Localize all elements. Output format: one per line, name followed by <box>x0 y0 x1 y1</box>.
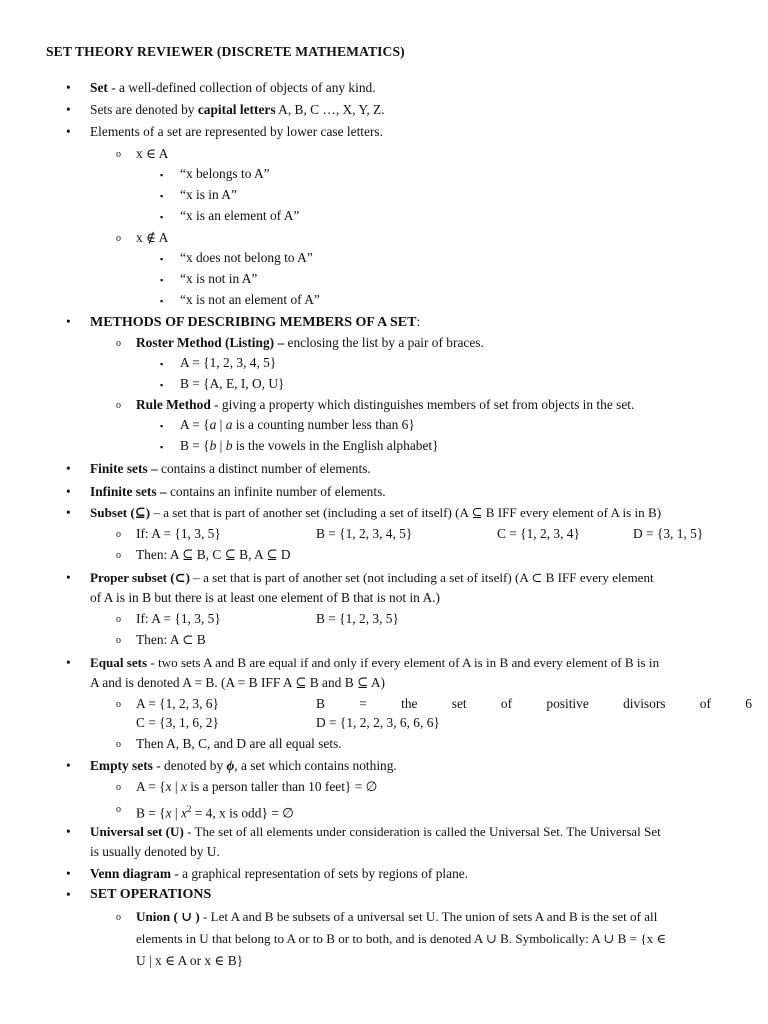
variable: x <box>180 779 187 794</box>
definition: - giving a property which distinguishes members of set from objects in the set. <box>210 397 635 412</box>
proper-example-A: If: A = {1, 3, 5} <box>136 611 221 626</box>
square-marker: ▪ <box>160 275 164 285</box>
term: Rule Method <box>136 397 211 412</box>
equal-example-A: A = {1, 2, 3, 6} <box>136 696 219 711</box>
variable: x <box>180 805 187 821</box>
text: B = { <box>180 438 210 453</box>
bullet-marker: • <box>66 484 71 499</box>
text: is the vowels in the English alphabet} <box>232 438 439 453</box>
square-marker: ▪ <box>160 380 164 390</box>
word: set <box>451 696 467 711</box>
sublist-item <box>136 799 294 823</box>
ring-marker: o <box>116 912 121 923</box>
subset-example-D: D = {3, 1, 5} <box>633 526 704 541</box>
text: A = { <box>180 417 210 432</box>
subsub-item: “x is not in A” <box>180 271 258 286</box>
list-item-venn <box>90 864 468 884</box>
term: Empty sets <box>90 758 153 773</box>
ring-marker: o <box>116 149 121 160</box>
subset-example-C: C = {1, 2, 3, 4} <box>497 526 580 541</box>
list-item-denoted <box>90 100 385 120</box>
list-item-infinite <box>90 482 386 502</box>
ring-marker: o <box>116 635 121 646</box>
ring-marker: o <box>116 699 121 710</box>
list-item-set <box>90 78 376 98</box>
term: Subset (⊆) <box>90 505 151 520</box>
subset-example-B: B = {1, 2, 3, 4, 5} <box>316 526 413 541</box>
sublist-item: Then A, B, C, and D are all equal sets. <box>136 736 342 751</box>
bullet-marker: • <box>66 824 71 839</box>
text: , a set which contains nothing. <box>234 758 397 773</box>
continuation-line: is usually denoted by U. <box>90 844 220 859</box>
list-item-methods <box>90 312 420 333</box>
text: | <box>171 805 181 821</box>
text: = 4, x is odd} = ∅ <box>191 805 294 821</box>
sublist-item: Then: A ⊆ B, C ⊆ B, A ⊆ D <box>136 547 291 562</box>
continuation-line: of A is in B but there is at least one element of B that is not in A.) <box>90 590 440 605</box>
list-item-elements: Elements of a set are represented by lower case letters. <box>90 124 383 139</box>
bullet-marker: • <box>66 505 71 520</box>
text: A, B, C …, X, Y, Z. <box>275 102 385 117</box>
text: | <box>216 417 226 432</box>
list-item-universal-set <box>90 822 661 842</box>
ring-marker: o <box>116 233 121 244</box>
term: Universal set (U) <box>90 824 184 839</box>
subsub-item: “x does not belong to A” <box>180 250 313 265</box>
term: Venn diagram <box>90 866 171 881</box>
sublist-item <box>136 777 377 797</box>
square-marker: ▪ <box>160 212 164 222</box>
square-marker: ▪ <box>160 191 164 201</box>
equal-example-B <box>316 694 752 714</box>
square-marker: ▪ <box>160 442 164 452</box>
variable: x <box>165 805 172 821</box>
text: A = { <box>136 779 166 794</box>
sublist-item: Then: A ⊂ B <box>136 632 206 647</box>
term: Roster Method (Listing) – <box>136 335 285 350</box>
subsub-item: “x is an element of A” <box>180 208 300 223</box>
term: Union ( ∪ ) <box>136 909 200 924</box>
term: Infinite sets – <box>90 484 167 499</box>
sublist-item-roster <box>136 333 484 353</box>
variable: a <box>225 417 233 432</box>
ring-marker: o <box>116 739 121 750</box>
term: capital letters <box>197 102 276 117</box>
continuation-line: elements in U that belong to A or to B or to both, and is denoted A ∪ B. Symbolically: A ∪ B = {x ∈ <box>136 931 667 946</box>
term: Finite sets – <box>90 461 158 476</box>
proper-example-B: B = {1, 2, 3, 5} <box>316 611 399 626</box>
bullet-marker: • <box>66 758 71 773</box>
bullet-marker: • <box>66 570 71 585</box>
text: : <box>416 314 421 329</box>
list-item-equal-sets <box>90 653 659 673</box>
subset-example-A: If: A = {1, 3, 5} <box>136 526 221 541</box>
bullet-marker: • <box>66 655 71 670</box>
definition: - a graphical representation of sets by regions of plane. <box>170 866 469 881</box>
sublist-item-rule <box>136 395 634 415</box>
ring-marker: o <box>116 804 121 815</box>
square-marker: ▪ <box>160 421 164 431</box>
bullet-marker: • <box>66 80 71 95</box>
list-item-subset <box>90 503 661 523</box>
subsub-item: B = {A, E, I, O, U} <box>180 376 285 391</box>
ring-marker: o <box>116 400 121 411</box>
ring-marker: o <box>116 782 121 793</box>
definition: - a well-defined collection of objects of any kind. <box>107 80 376 95</box>
variable: b <box>225 438 233 453</box>
bullet-marker: • <box>66 866 71 881</box>
ring-marker: o <box>116 529 121 540</box>
phi-symbol: ϕ <box>226 758 235 773</box>
word: B <box>316 696 325 711</box>
square-marker: ▪ <box>160 296 164 306</box>
bullet-marker: • <box>66 887 71 902</box>
text: is a counting number less than 6} <box>232 417 415 432</box>
subsub-item: “x belongs to A” <box>180 166 270 181</box>
word: positive <box>546 696 589 711</box>
subsub-item: “x is in A” <box>180 187 237 202</box>
exponent: 2 <box>186 804 192 814</box>
subsub-item: “x is not an element of A” <box>180 292 320 307</box>
definition: contains an infinite number of elements. <box>166 484 386 499</box>
list-item-finite <box>90 459 371 479</box>
ring-marker: o <box>116 338 121 349</box>
subsub-item <box>180 415 415 435</box>
text: Sets are denoted by <box>90 102 198 117</box>
definition: - two sets A and B are equal if and only if every element of A is in B and every element of B is in <box>147 655 660 670</box>
text: - denoted by <box>152 758 227 773</box>
bullet-marker: • <box>66 314 71 329</box>
definition: – a set that is part of another set (including a set of itself) (A ⊆ B IFF every element of A is in B) <box>150 505 662 520</box>
text: is a person taller than 10 feet} = ∅ <box>186 779 378 794</box>
equal-example-C: C = {3, 1, 6, 2} <box>136 715 219 730</box>
text: | <box>216 438 226 453</box>
variable: b <box>209 438 217 453</box>
square-marker: ▪ <box>160 170 164 180</box>
text: | <box>171 779 181 794</box>
list-item-proper-subset <box>90 568 654 588</box>
definition: contains a distinct number of elements. <box>157 461 371 476</box>
variable: x <box>165 779 172 794</box>
list-item-set-operations: SET OPERATIONS <box>90 887 212 902</box>
word: = <box>359 696 367 711</box>
definition: - Let A and B be subsets of a universal set U. The union of sets A and B is the set of all <box>199 909 658 924</box>
square-marker: ▪ <box>160 359 164 369</box>
word: of <box>699 696 711 711</box>
definition: enclosing the list by a pair of braces. <box>284 335 484 350</box>
word: of <box>500 696 513 711</box>
bullet-marker: • <box>66 102 71 117</box>
continuation-line: U | x ∈ A or x ∈ B} <box>136 953 244 968</box>
bullet-marker: • <box>66 461 71 476</box>
word: divisors <box>623 696 666 711</box>
bullet-marker: • <box>66 124 71 139</box>
word: the <box>401 696 418 711</box>
variable: a <box>209 417 217 432</box>
heading: METHODS OF DESCRIBING MEMBERS OF A SET <box>90 315 417 330</box>
term: Equal sets <box>90 655 148 670</box>
definition: – a set that is part of another set (not including a set of itself) (A ⊂ B IFF every element <box>189 570 654 585</box>
definition: - The set of all elements under consideration is called the Universal Set. The Universal Set <box>183 824 661 839</box>
continuation-line: A and is denoted A = B. (A = B IFF A ⊆ B and B ⊆ A) <box>90 675 385 690</box>
page-title: SET THEORY REVIEWER (DISCRETE MATHEMATICS) <box>46 44 405 59</box>
square-marker: ▪ <box>160 254 164 264</box>
subsub-item: A = {1, 2, 3, 4, 5} <box>180 355 277 370</box>
sublist-item-union <box>136 907 657 927</box>
subsub-item <box>180 436 439 456</box>
term: Proper subset (⊂) <box>90 570 190 585</box>
equal-example-D: D = {1, 2, 2, 3, 6, 6, 6} <box>316 715 440 730</box>
text: B = { <box>136 805 166 821</box>
term: Set <box>90 80 108 95</box>
list-item-empty-sets <box>90 756 397 776</box>
sublist-item-in: x ∈ A <box>136 146 169 161</box>
sublist-item-notin: x ∉ A <box>136 230 169 245</box>
word: 6 <box>745 696 752 711</box>
ring-marker: o <box>116 550 121 561</box>
ring-marker: o <box>116 614 121 625</box>
